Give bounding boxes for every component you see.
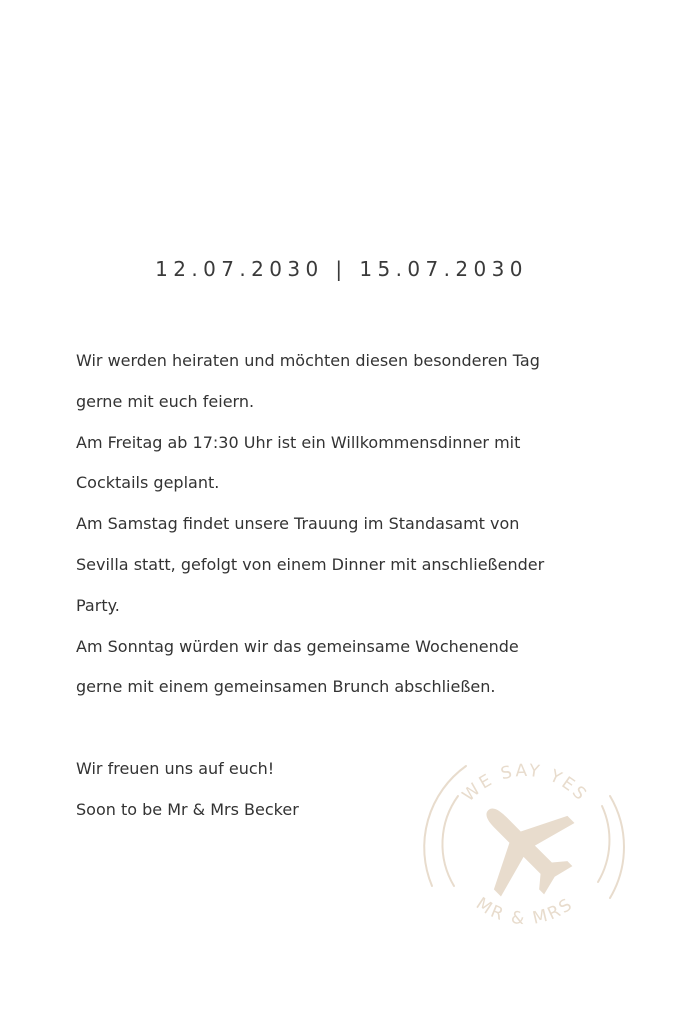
signature: Soon to be Mr & Mrs Becker bbox=[76, 799, 299, 819]
stamp-inner-ring-right bbox=[598, 806, 609, 882]
invitation-line-5: Am Samstag findet unsere Trauung im Standasamt von bbox=[76, 514, 520, 534]
closing-line: Wir freuen uns auf euch! bbox=[76, 758, 275, 778]
invitation-line-1: Wir werden heiraten und möchten diesen besonderen Tag bbox=[76, 351, 540, 370]
invitation-line-3: Am Freitag ab 17:30 Uhr ist ein Willkommensdinner mit bbox=[76, 432, 521, 452]
stamp-ring-right bbox=[610, 796, 624, 898]
invitation-line-4: Cocktails geplant. bbox=[76, 473, 220, 493]
wedding-stamp bbox=[414, 736, 636, 958]
stamp-bottom-text: MR & MRS bbox=[472, 893, 578, 930]
event-dates: 12.07.2030 | 15.07.2030 bbox=[155, 257, 528, 281]
stamp-top-text: WE SAY YES bbox=[458, 760, 592, 806]
invitation-line-9: gerne mit einem gemeinsamen Brunch abschließen. bbox=[76, 677, 496, 697]
invitation-line-2: gerne mit euch feiern. bbox=[76, 391, 255, 411]
stamp-inner-ring-left bbox=[442, 796, 458, 886]
invitation-line-6: Sevilla statt, gefolgt von einem Dinner mit anschließender bbox=[76, 554, 545, 574]
invitation-line-8: Am Sonntag würden wir das gemeinsame Wochenende bbox=[76, 636, 519, 656]
invitation-line-7: Party. bbox=[76, 595, 120, 615]
